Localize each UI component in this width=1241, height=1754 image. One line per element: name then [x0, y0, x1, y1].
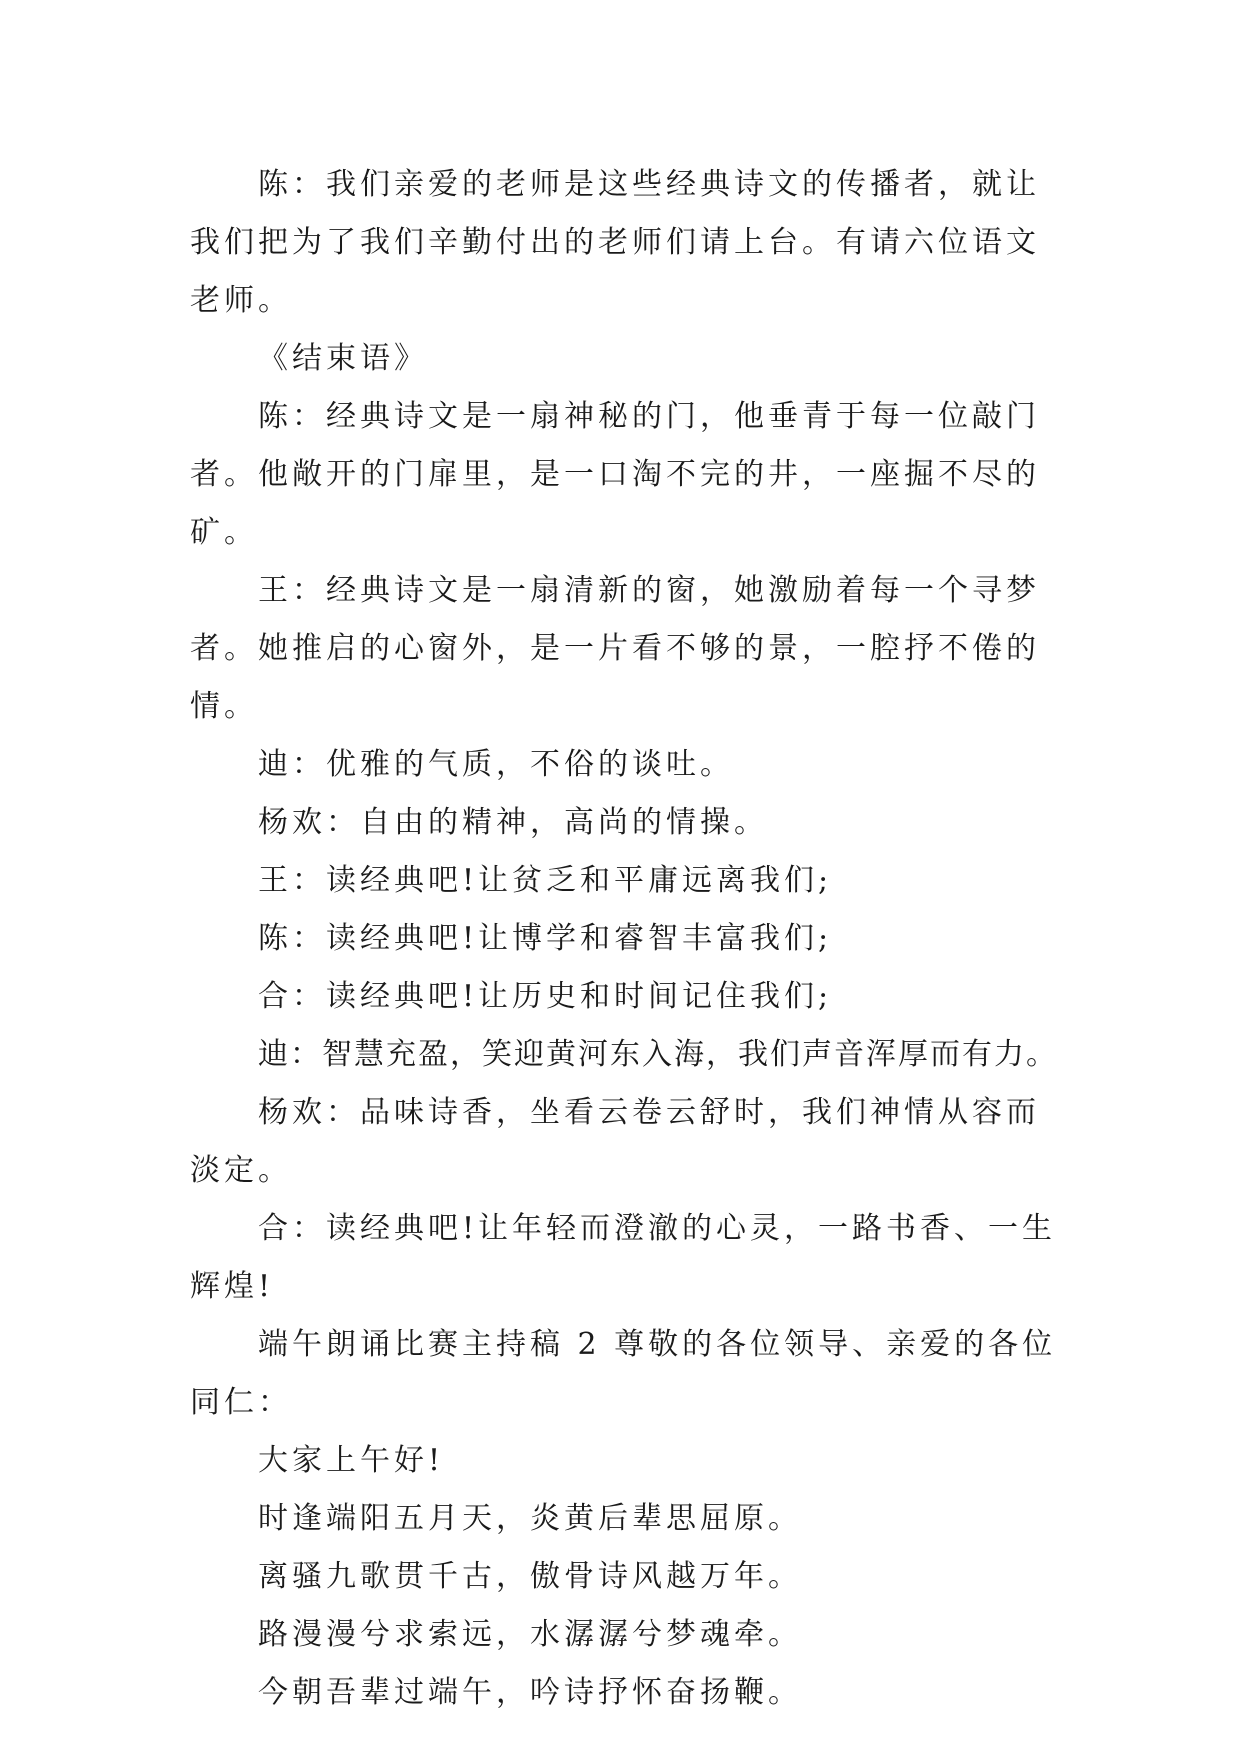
- poem-line-3: 路漫漫兮求索远，水潺潺兮梦魂牵。: [258, 1617, 802, 1652]
- paragraph-di-wisdom: 迪：智慧充盈，笑迎黄河东入海，我们声音浑厚而有力。: [258, 1037, 1058, 1072]
- paragraph-yanghuan-spirit: 杨欢：自由的精神，高尚的情操。: [258, 805, 768, 840]
- paragraph-wang-read: 王：读经典吧!让贫乏和平庸远离我们;: [258, 863, 833, 898]
- poem-line-1: 时逢端阳五月天，炎黄后辈思屈原。: [258, 1501, 802, 1536]
- paragraph-chen-read: 陈：读经典吧!让博学和睿智丰富我们;: [258, 921, 833, 956]
- paragraph-wang-window: 王：经典诗文是一扇清新的窗，她激励着每一个寻梦者。她推启的心窗外，是一片看不够的景，一腔抒不倦的情。: [190, 573, 1040, 724]
- paragraph-yanghuan-poetry: 杨欢：品味诗香，坐看云卷云舒时，我们神情从容而淡定。: [190, 1095, 1040, 1188]
- paragraph-di-temperament: 迪：优雅的气质，不俗的谈吐。: [258, 747, 734, 782]
- poem-line-2: 离骚九歌贯千古，傲骨诗风越万年。: [258, 1559, 802, 1594]
- paragraph-together-read: 合：读经典吧!让历史和时间记住我们;: [258, 979, 833, 1014]
- section-heading-closing: 《结束语》: [258, 341, 428, 376]
- poem-line-4: 今朝吾辈过端午，吟诗抒怀奋扬鞭。: [258, 1675, 802, 1710]
- paragraph-greeting: 大家上午好!: [258, 1443, 445, 1478]
- document-body: [190, 156, 1070, 1722]
- paragraph-dragon-boat-title: 端午朗诵比赛主持稿 2 尊敬的各位领导、亲爱的各位同仁：: [190, 1327, 1057, 1420]
- paragraph-together-youth: 合：读经典吧!让年轻而澄澈的心灵，一路书香、一生辉煌!: [190, 1211, 1057, 1304]
- paragraph-chen-door: 陈：经典诗文是一扇神秘的门，他垂青于每一位敲门者。他敞开的门扉里，是一口淘不完的井，一座掘不尽的矿。: [190, 399, 1040, 550]
- paragraph-intro-teachers: 陈：我们亲爱的老师是这些经典诗文的传播者，就让我们把为了我们辛勤付出的老师们请上台。有请六位语文老师。: [190, 167, 1040, 318]
